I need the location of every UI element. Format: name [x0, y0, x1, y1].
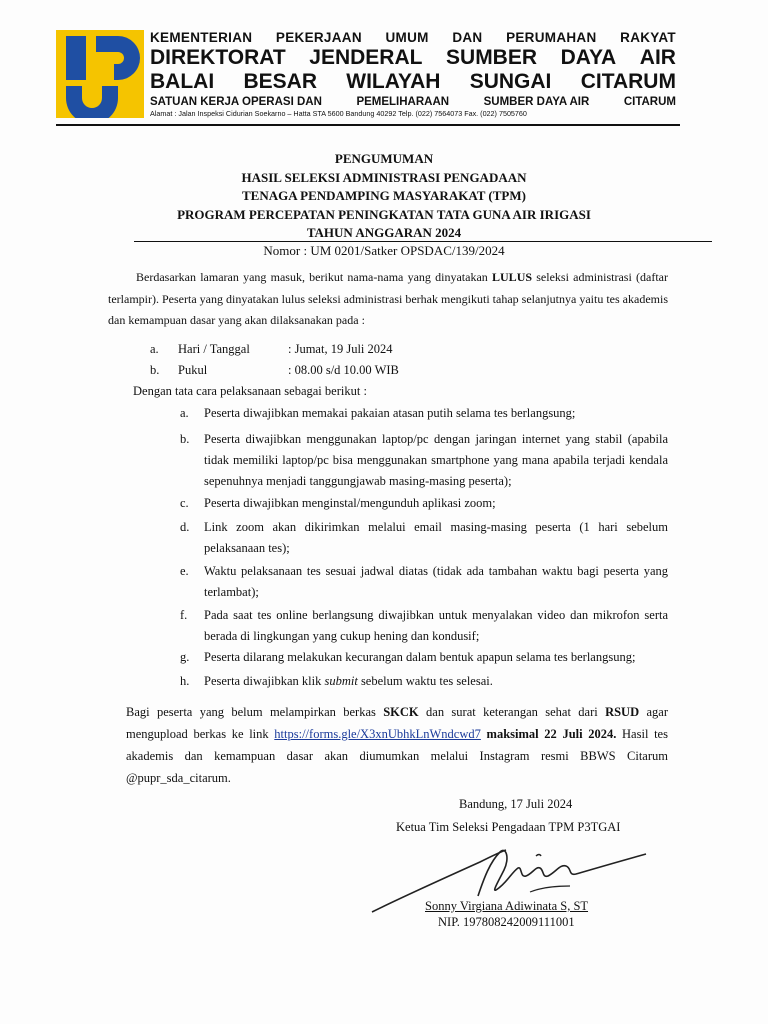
list-item: e. Waktu pelaksanaan tes sesuai jadwal diatas (tidak ada tambahan waktu bagi peserta yang terlambat); — [180, 564, 668, 599]
title-line: HASIL SELEKSI ADMINISTRASI PENGADAAN — [241, 169, 527, 185]
lulus-text: LULUS — [492, 270, 533, 284]
title-line: PROGRAM PERCEPATAN PENINGKATAN TATA GUNA AIR IRIGASI — [177, 206, 591, 222]
title-line: TAHUN ANGGARAN 2024 — [306, 225, 462, 240]
upload-form-link[interactable]: https://forms.gle/X3xnUbhkLnWndcwd7 — [274, 727, 481, 741]
schedule-list — [150, 339, 550, 381]
title-line: TENAGA PENDAMPING MASYARAKAT (TPM) — [242, 188, 526, 203]
list-item: a. Peserta diwajibkan memakai pakaian atasan putih selama tes berlangsung; — [180, 406, 576, 420]
schedule-row: b. Pukul : 08.00 s/d 10.00 WIB — [150, 363, 399, 377]
intro-paragraph: Berdasarkan lamaran yang masuk, berikut nama-nama yang dinyatakan LULUS seleksi administrasi (daftar terlampir). Peserta yang dinyatakan lulus seleksi administrasi berhak mengikuti tahap selanjutnya yaitu tes akademis dan kemampuan dasar yang akan dilaksanakan pada : — [108, 270, 669, 327]
list-item: h. Peserta diwajibkan klik submit sebelum waktu tes selesai. — [180, 674, 493, 688]
list-item: g. Peserta dilarang melakukan kecurangan dalam bentuk apapun selama tes berlangsung; — [180, 650, 636, 664]
letterhead-address: Alamat : Jalan Inspeksi Cidurian Soekarno – Hatta STA 5600 Bandung 40292 Telp. (022) 7564073 Fax. (022) 7505760 — [150, 109, 527, 118]
letterhead-balai: BALAI BESAR WILAYAH SUNGAI CITARUM — [150, 70, 676, 93]
rules-lead: Dengan tata cara pelaksanaan sebagai berikut : — [133, 384, 367, 398]
signatory-nip: NIP. 197808242009111001 — [438, 915, 575, 929]
pupr-logo — [56, 30, 144, 118]
letterhead-divider — [56, 124, 680, 126]
list-item: c. Peserta diwajibkan menginstal/mengunduh aplikasi zoom; — [180, 496, 496, 510]
schedule-row: a. Hari / Tanggal : Jumat, 19 Juli 2024 — [150, 342, 393, 356]
letterhead-directorate: DIREKTORAT JENDERAL SUMBER DAYA AIR — [150, 46, 676, 69]
list-item: d. Link zoom akan dikirimkan melalui email masing-masing peserta (1 hari sebelum pelaksanaan tes); — [180, 520, 668, 555]
letterhead — [150, 30, 676, 119]
letterhead-ministry: KEMENTERIAN PEKERJAAN UMUM DAN PERUMAHAN RAKYAT — [150, 30, 676, 45]
place-date: Bandung, 17 Juli 2024 — [459, 797, 573, 811]
signatory-role: Ketua Tim Seleksi Pengadaan TPM P3TGAI — [396, 820, 621, 834]
document-number: Nomor : UM 0201/Satker OPSDAC/139/2024 — [263, 243, 505, 258]
letterhead-satker: SATUAN KERJA OPERASI DAN PEMELIHARAAN SUMBER DAYA AIR CITARUM — [150, 96, 676, 108]
announcement-title — [56, 150, 712, 243]
title-line: PENGUMUMAN — [334, 151, 434, 166]
rules-list — [180, 403, 668, 693]
closing-paragraph: Bagi peserta yang belum melampirkan berkas SKCK dan surat keterangan sehat dari RSUD agar mengupload berkas ke link https://forms.gle/X3xnUbhkLnWndcwd7 maksimal 22 Juli 2024. Hasil tes akademis dan kemampuan dasar akan diumumkan melalui Instagram resmi BBWS Citarum @pupr_sda_citarum. — [126, 705, 668, 785]
list-item: b. Peserta diwajibkan menggunakan laptop/pc dengan jaringan internet yang stabil (apabila tidak memiliki laptop/pc bisa menggunakan smartphone yang mana apabila terjadi kendala sepenuhnya menjadi tanggungjawab masing-masing peserta); — [180, 432, 668, 488]
signatory-name: Sonny Virgiana Adiwinata S, ST — [425, 899, 589, 913]
list-item: f. Pada saat tes online berlangsung diwajibkan untuk menyalakan video dan mikrofon serta berada di lingkungan yang cukup hening dan kondusif; — [180, 608, 668, 643]
